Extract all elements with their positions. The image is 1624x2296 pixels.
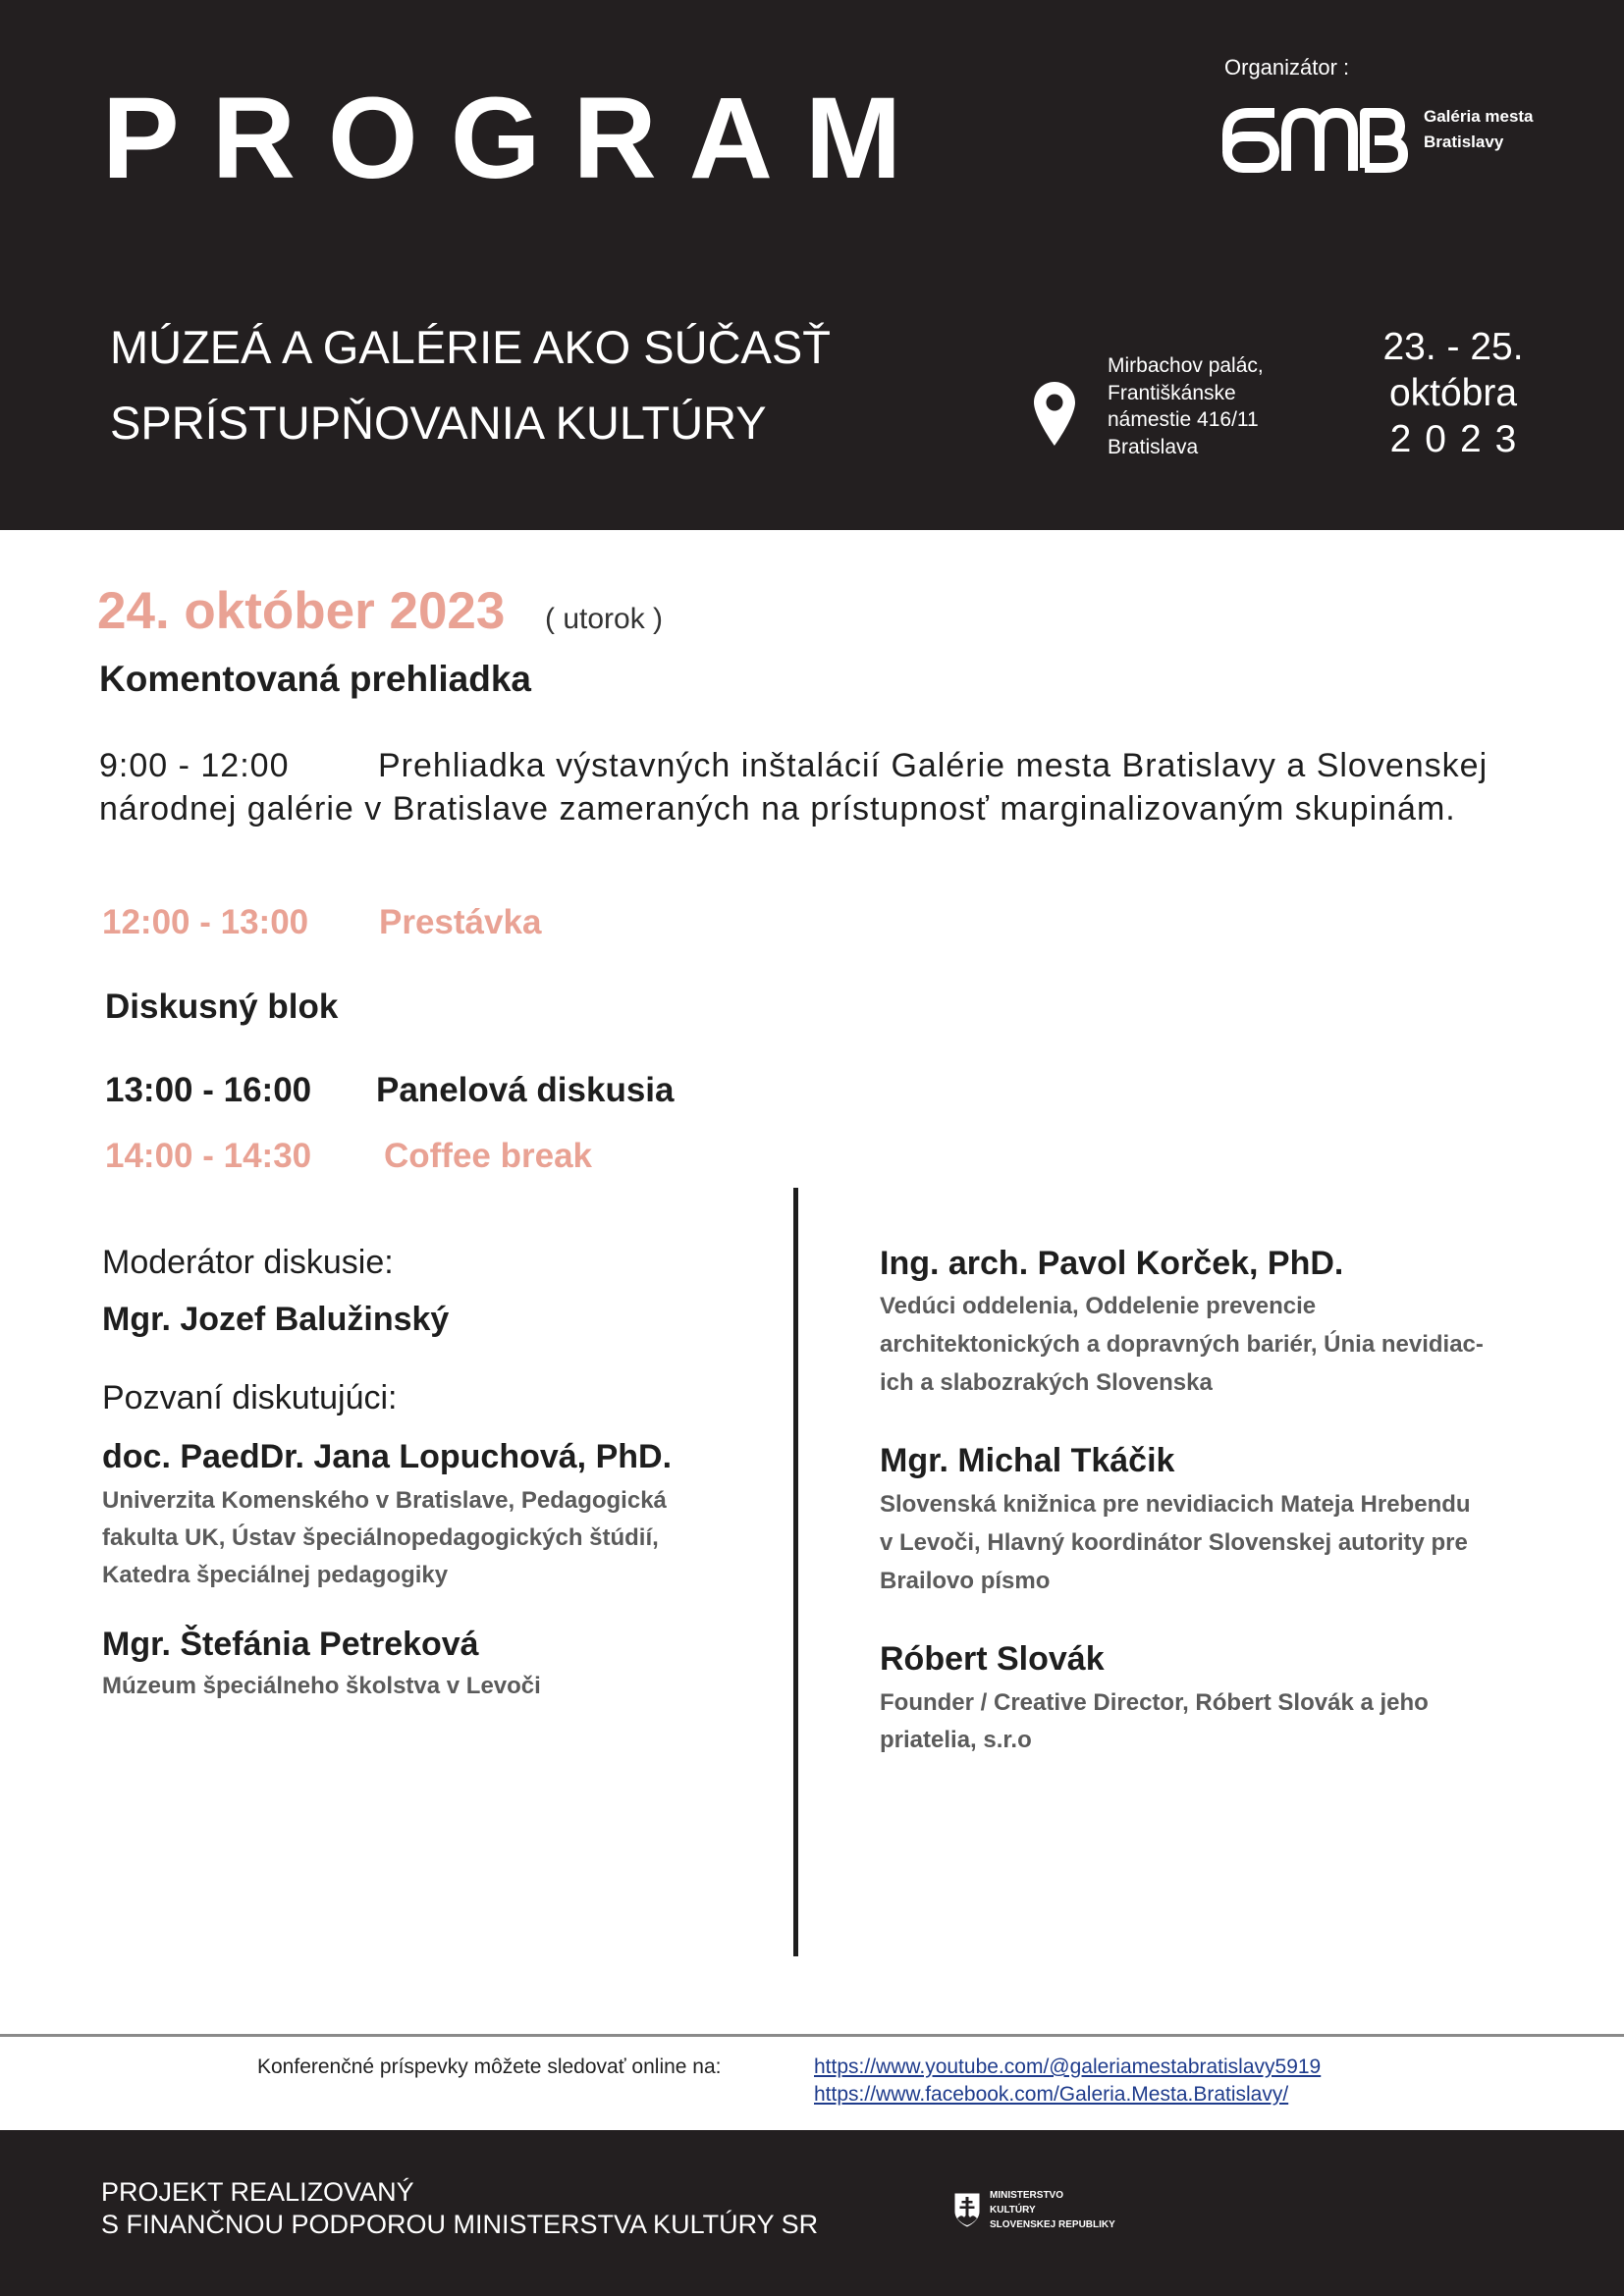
- panel-time: 13:00 - 16:00: [105, 1071, 312, 1109]
- stream-label: Konferenčné príspevky môžete sledovať online na:: [257, 2056, 722, 2078]
- panelist-name: Mgr. Michal Tkáčik: [880, 1442, 1175, 1479]
- panelist-name: Mgr. Štefánia Petreková: [102, 1626, 479, 1663]
- coffee-break-label: Coffee break: [384, 1137, 593, 1175]
- panelist-name: Róbert Slovák: [880, 1640, 1105, 1678]
- address-line: Františkánske: [1108, 381, 1236, 404]
- organizer-label: Organizátor :: [1224, 55, 1350, 80]
- day-date: 24. október 2023: [97, 582, 506, 640]
- guided-tour-description-line: národnej galérie v Bratislave zameraných na prístupnosť marginalizovaným skupinám.: [99, 790, 1456, 828]
- guided-tour-description-line: Prehliadka výstavných inštalácií Galérie mesta Bratislavy a Slovenskej: [378, 747, 1489, 784]
- youtube-link[interactable]: https://www.youtube.com/@galeriamestabratislavy5919: [814, 2056, 1322, 2078]
- funding-line: S FINANČNOU PODPOROU MINISTERSTVA KULTÚRY SR: [101, 2210, 819, 2239]
- panelist-name: Ing. arch. Pavol Korček, PhD.: [880, 1245, 1344, 1282]
- funding-note: [101, 2176, 818, 2241]
- panelist-affiliation: [102, 1668, 541, 1705]
- panelist-affiliation: [102, 1482, 667, 1594]
- section-rule: [0, 2034, 1624, 2037]
- coffee-break-time: 14:00 - 14:30: [105, 1137, 312, 1175]
- event-dates: [1355, 324, 1551, 462]
- ministry-logo-text: [990, 2188, 1115, 2232]
- discussion-heading: Diskusný blok: [105, 988, 339, 1026]
- panelist-affiliation: [880, 1485, 1471, 1600]
- date-month: októbra: [1388, 372, 1518, 414]
- facebook-link[interactable]: https://www.facebook.com/Galeria.Mesta.Bratislavy/: [814, 2083, 1289, 2106]
- moderator-label: Moderátor diskusie:: [102, 1244, 394, 1281]
- organizer-name: [1424, 104, 1534, 155]
- day-weekday: ( utorok ): [545, 603, 664, 635]
- subtitle-line: MÚZEÁ A GALÉRIE AKO SÚČASŤ: [110, 321, 831, 373]
- break-time: 12:00 - 13:00: [102, 903, 309, 941]
- guided-tour-time: 9:00 - 12:00: [99, 747, 290, 784]
- page-title: PROGRAM: [102, 74, 935, 203]
- funding-line: PROJEKT REALIZOVANÝ: [101, 2177, 414, 2207]
- break-label: Prestávka: [379, 903, 542, 941]
- ministry-line: MINISTERSTVO: [990, 2190, 1064, 2201]
- panelist-affiliation: [880, 1287, 1484, 1402]
- affiliation-line: v Levoči, Hlavný koordinátor Slovenskej autority pre: [880, 1529, 1468, 1556]
- affiliation-line: Vedúci oddelenia, Oddelenie prevencie: [880, 1293, 1317, 1319]
- organizer-name-line: Bratislavy: [1424, 133, 1504, 151]
- affiliation-line: architektonických a dopravných bariér, Únia nevidiac-: [880, 1331, 1484, 1358]
- ministry-line: KULTÚRY: [990, 2205, 1036, 2216]
- affiliation-line: Múzeum špeciálneho školstva v Levoči: [102, 1673, 541, 1699]
- date-range: 23. - 25.: [1382, 326, 1524, 368]
- panelist-affiliation: [880, 1684, 1429, 1759]
- venue-address: [1108, 352, 1264, 460]
- panelist-name: doc. PaedDr. Jana Lopuchová, PhD.: [102, 1438, 673, 1475]
- ministry-line: SLOVENSKEJ REPUBLIKY: [990, 2219, 1115, 2230]
- map-pin-icon: [1033, 381, 1076, 447]
- affiliation-line: fakulta UK, Ústav špeciálnopedagogických štúdií,: [102, 1524, 659, 1551]
- address-line: námestie 416/11: [1108, 408, 1259, 431]
- gmb-logo-icon: [1219, 105, 1409, 176]
- column-divider: [793, 1188, 798, 1956]
- organizer-name-line: Galéria mesta: [1424, 107, 1534, 126]
- subtitle-line: SPRÍSTUPŇOVANIA KULTÚRY: [110, 397, 767, 449]
- affiliation-line: priatelia, s.r.o: [880, 1727, 1032, 1753]
- affiliation-line: Founder / Creative Director, Róbert Slovák a jeho: [880, 1689, 1429, 1716]
- affiliation-line: Brailovo písmo: [880, 1568, 1051, 1594]
- guided-tour-heading: Komentovaná prehliadka: [99, 659, 532, 699]
- moderator-name: Mgr. Jozef Balužinský: [102, 1301, 450, 1338]
- affiliation-line: ich a slabozrakých Slovenska: [880, 1369, 1213, 1396]
- affiliation-line: Slovenská knižnica pre nevidiacich Mateja Hrebendu: [880, 1491, 1471, 1518]
- affiliation-line: Univerzita Komenského v Bratislave, Pedagogická: [102, 1487, 667, 1514]
- address-line: Mirbachov palác,: [1108, 354, 1264, 377]
- event-subtitle: [110, 309, 831, 460]
- guests-label: Pozvaní diskutujúci:: [102, 1379, 398, 1416]
- date-year: 2023: [1389, 418, 1531, 460]
- panel-label: Panelová diskusia: [376, 1071, 675, 1109]
- affiliation-line: Katedra špeciálnej pedagogiky: [102, 1562, 449, 1588]
- address-line: Bratislava: [1108, 435, 1199, 458]
- coat-of-arms-icon: [953, 2192, 981, 2228]
